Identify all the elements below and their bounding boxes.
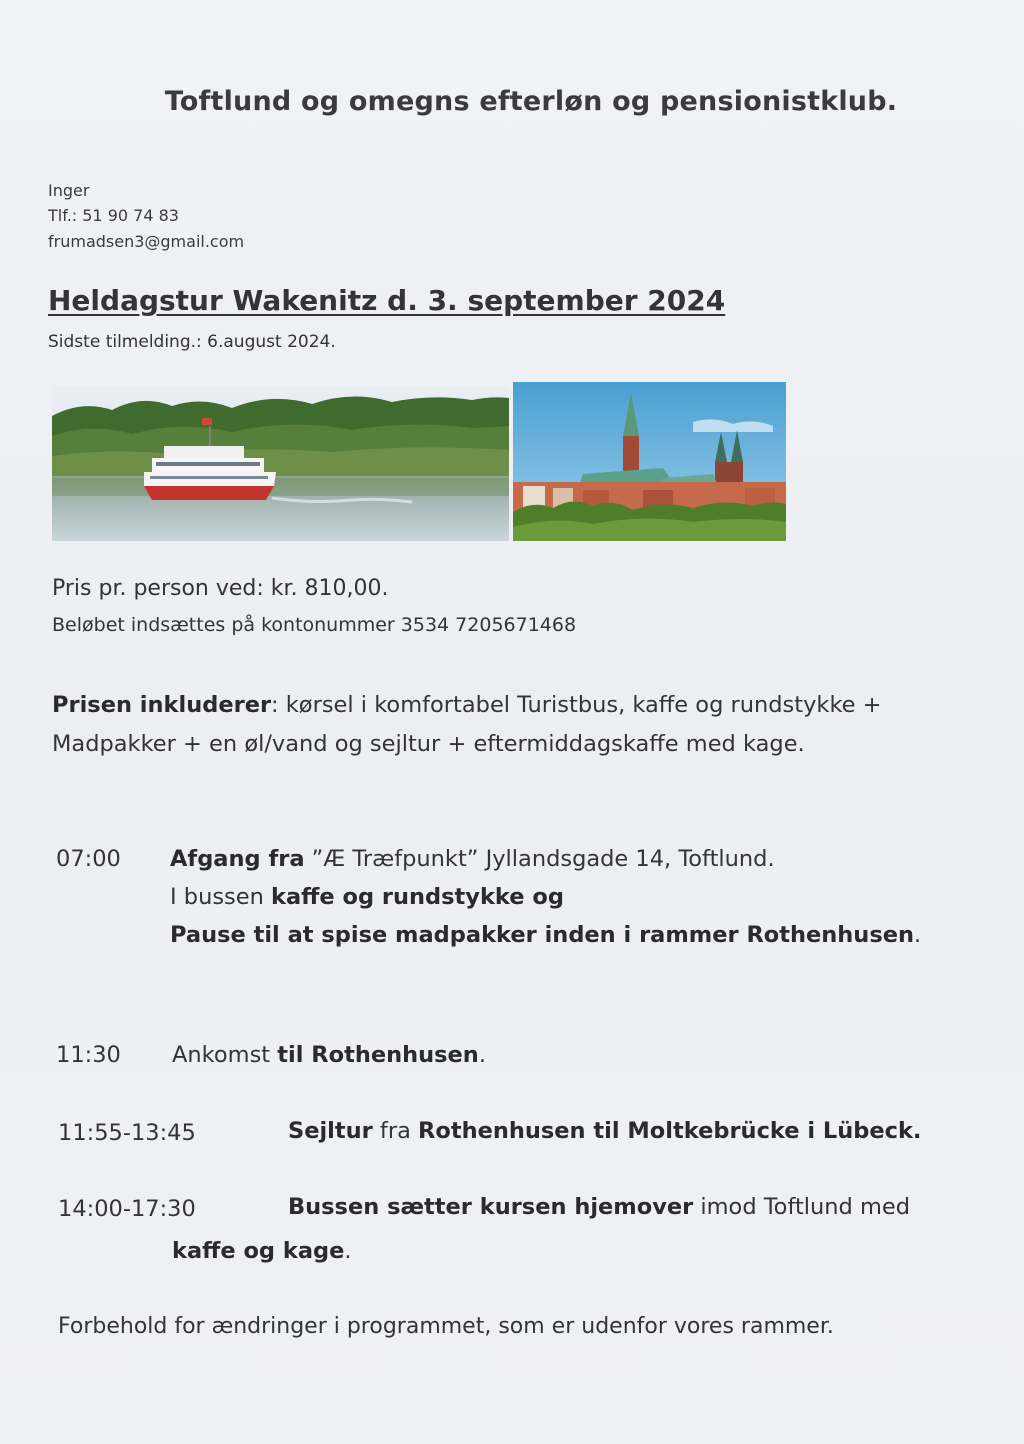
registration-deadline: Sidste tilmelding.: 6.august 2024. [48,332,336,352]
schedule-text: . [478,1042,486,1068]
schedule-bold: Afgang fra [170,846,305,872]
schedule-text: ”Æ Træfpunkt” Jyllandsgade 14, Toftlund. [304,846,775,872]
schedule-text: imod Toftlund med [693,1194,911,1220]
club-title: Toftlund og omegns efterløn og pensionistklub. [164,86,898,117]
schedule-text: I bussen [170,884,272,910]
contact-name: Inger [48,181,90,200]
schedule-bold: Sejltur [288,1118,373,1144]
schedule-text: . [913,922,922,948]
schedule-time: 11:55-13:45 [58,1120,196,1146]
includes-label: Prisen inkluderer [52,692,272,718]
schedule-bold: kaffe og rundstykke og [271,884,564,910]
includes-block [52,686,882,764]
trip-heading: Heldagstur Wakenitz d. 3. september 2024 [48,284,726,317]
schedule-line [288,1118,921,1144]
schedule-line [170,922,921,948]
schedule-bold: Bussen sætter kursen hjemover [288,1194,694,1220]
schedule-time: 11:30 [56,1042,121,1068]
contact-phone: Tlf.: 51 90 74 83 [48,206,179,225]
price-line: Pris pr. person ved: kr. 810,00. [52,576,389,601]
schedule-time: 14:00-17:30 [58,1196,196,1222]
includes-line2: Madpakker + en øl/vand og sejltur + eftermiddagskaffe med kage. [52,731,805,757]
boat-photo [52,386,509,541]
schedule-bold: Pause til at spise madpakker inden i rammer Rothenhusen [170,922,914,948]
lubeck-photo [513,382,786,541]
schedule-text: . [344,1238,352,1264]
schedule-text: fra [372,1118,419,1144]
schedule-text: Ankomst [172,1042,278,1068]
footer-note: Forbehold for ændringer i programmet, som er udenfor vores rammer. [58,1314,834,1339]
account-line: Beløbet indsættes på kontonummer 3534 7205671468 [52,614,577,636]
schedule-line [172,1042,486,1068]
schedule-bold: kaffe og kage [172,1238,345,1264]
schedule-line [170,846,775,872]
schedule-line [170,884,564,910]
schedule-line [172,1238,352,1264]
schedule-bold: Rothenhusen til Moltkebrücke i Lübeck. [418,1118,922,1144]
contact-email: frumadsen3@gmail.com [48,232,245,251]
includes-line1: : kørsel i komfortabel Turistbus, kaffe og rundstykke + [271,692,882,718]
schedule-time: 07:00 [56,846,121,872]
schedule-bold: til Rothenhusen [277,1042,479,1068]
schedule-line [288,1194,910,1220]
